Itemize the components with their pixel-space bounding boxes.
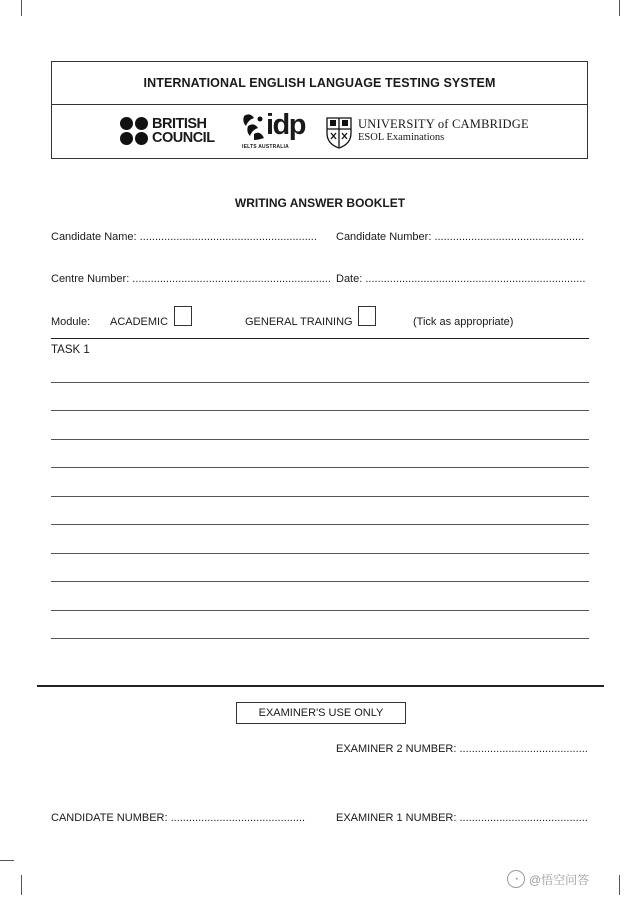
answer-line[interactable] — [51, 496, 589, 497]
watermark — [507, 870, 589, 888]
module-label: Module: — [51, 316, 91, 328]
british-council-logo — [120, 117, 215, 145]
british-council-dots-icon — [120, 117, 148, 145]
watermark-icon: ◔ — [507, 870, 525, 888]
answer-line[interactable] — [51, 467, 589, 468]
answer-line[interactable] — [51, 410, 589, 411]
crop-mark — [0, 860, 14, 861]
watermark-text: @悟空问答 — [529, 872, 590, 887]
answer-line[interactable] — [51, 581, 589, 582]
general-training-checkbox[interactable] — [358, 306, 376, 326]
header-box — [51, 61, 588, 159]
tick-note: (Tick as appropriate) — [413, 316, 514, 328]
crop-mark — [619, 0, 620, 16]
crop-mark — [21, 0, 22, 16]
cambridge-line1: UNIVERSITY of CAMBRIDGE — [358, 117, 529, 131]
crop-mark — [619, 875, 620, 895]
task-label: TASK 1 — [51, 344, 90, 356]
logo-strip — [52, 105, 587, 159]
date-field[interactable]: Date: ........................................................................ — [336, 273, 586, 285]
candidate-name-field[interactable]: Candidate Name: .......................................................... — [51, 231, 317, 243]
academic-label: ACADEMIC — [110, 316, 169, 328]
british-council-line1: BRITISH — [152, 116, 207, 132]
idp-emblem-icon — [240, 112, 266, 142]
cambridge-logo — [326, 117, 529, 149]
cambridge-line2: ESOL Examinations — [358, 132, 445, 143]
header-title: INTERNATIONAL ENGLISH LANGUAGE TESTING SYSTEM — [52, 62, 587, 105]
examiner-candidate-number-field[interactable]: CANDIDATE NUMBER: ............................................ — [51, 812, 306, 824]
general-training-label: GENERAL TRAINING — [245, 316, 353, 328]
answer-line[interactable] — [51, 382, 589, 383]
candidate-number-field[interactable]: Candidate Number: ................................................. — [336, 231, 585, 243]
british-council-line2: COUNCIL — [152, 130, 215, 146]
module-divider — [51, 338, 589, 339]
answer-line[interactable] — [51, 610, 589, 611]
examiner-1-number-field[interactable]: EXAMINER 1 NUMBER: .......................................... — [336, 812, 588, 824]
answer-line[interactable] — [51, 553, 589, 554]
answer-line[interactable] — [51, 524, 589, 525]
centre-number-field[interactable]: Centre Number: ................................................................. — [51, 273, 331, 285]
crop-mark — [21, 875, 22, 895]
booklet-title: WRITING ANSWER BOOKLET — [234, 196, 406, 210]
cambridge-shield-icon — [326, 117, 352, 149]
answer-line[interactable] — [51, 439, 589, 440]
section-divider — [37, 685, 604, 687]
academic-checkbox[interactable] — [174, 306, 192, 326]
examiner-use-only-box: EXAMINER'S USE ONLY — [236, 702, 406, 724]
examiner-2-number-field[interactable]: EXAMINER 2 NUMBER: .......................................... — [336, 743, 588, 755]
idp-wordmark: idp — [266, 109, 305, 141]
answer-line[interactable] — [51, 638, 589, 639]
idp-subtitle: IELTS AUSTRALIA — [242, 144, 289, 150]
